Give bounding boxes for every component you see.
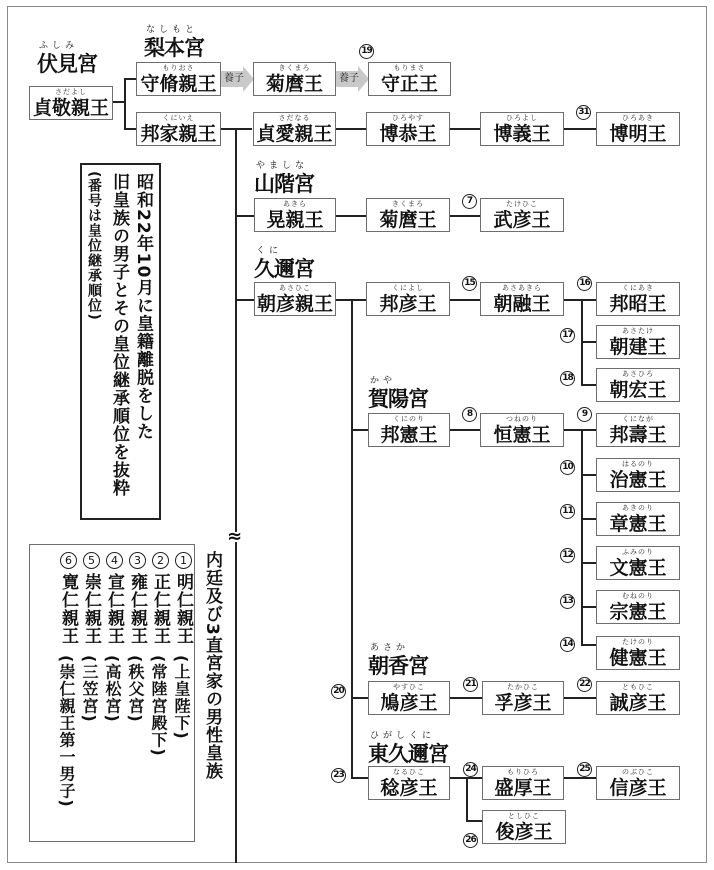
ruby: あさひろ (622, 370, 654, 378)
title-line-2: 旧皇族の男子とその皇位継承順位を抜粋 (109, 173, 129, 497)
person-munenori (596, 590, 680, 624)
house-nashimoto (144, 25, 204, 60)
person-kikumaro-nashimoto (253, 62, 336, 96)
person-asahiko (254, 282, 336, 316)
person-asatake (596, 325, 680, 359)
connector-line (235, 215, 254, 217)
connector-line (466, 777, 468, 821)
house-fushimi (37, 41, 97, 76)
person-name: 信彦王 (609, 777, 667, 799)
succession-number: 20 (331, 684, 346, 699)
connector-line (450, 429, 480, 431)
ruby: くになが (622, 415, 654, 423)
person-yasuhiko (368, 681, 450, 715)
ruby: さだなる (278, 114, 311, 122)
ruby: あきら (283, 200, 307, 208)
title-note-box (80, 163, 161, 520)
succession-number: 25 (577, 762, 592, 777)
house-name: 久邇宮 (254, 257, 314, 281)
connector-line (581, 341, 596, 343)
person-kuniaki (596, 282, 680, 316)
house-name: 梨本宮 (144, 36, 204, 60)
house-name: 山階宮 (254, 172, 314, 196)
ruby: きくまろ (278, 64, 311, 72)
person-name: 武彦王 (493, 209, 551, 231)
adoption-label: 養子 (339, 73, 359, 84)
succession-number: 8 (462, 407, 477, 422)
person-name: 邦彦王 (379, 293, 437, 315)
person-hiroyoshi (480, 112, 564, 146)
connector-line (336, 128, 366, 130)
ruby: としひこ (508, 812, 540, 820)
adoption-arrow (221, 66, 254, 92)
house-kaya (368, 376, 428, 411)
ruby: くにのり (393, 415, 425, 423)
house-higashikuni (368, 731, 448, 766)
house-kuni (254, 246, 314, 281)
connector-line (581, 384, 596, 386)
ruby: あさあきら (502, 284, 542, 292)
connector-line (235, 299, 254, 301)
person-akira (254, 198, 336, 232)
house-asaka (368, 643, 428, 678)
succession-number: 22 (577, 677, 592, 692)
succession-number: 21 (463, 677, 478, 692)
ruby: つねのり (506, 415, 538, 423)
person-hiroaki (596, 112, 680, 146)
succession-number: 14 (560, 637, 575, 652)
person-name: 朝融王 (493, 293, 551, 315)
person-name: 俊彦王 (495, 821, 553, 843)
ruby: たけのり (622, 638, 654, 646)
connector-line (564, 128, 596, 130)
break-mark: ≈ (227, 526, 243, 547)
succession-number: 31 (576, 105, 591, 120)
person-name: 鳩彦王 (380, 692, 438, 714)
person-kikumaro-yamashina (366, 198, 450, 232)
person-name: 邦壽王 (609, 424, 667, 446)
ruby: むねのり (622, 592, 654, 600)
person-name: 菊麿王 (265, 73, 323, 95)
connector-line (581, 474, 596, 476)
legend-item-name: 寛仁親王 (58, 573, 78, 645)
succession-number: 10 (560, 460, 575, 475)
connector-line (351, 697, 368, 699)
person-name: 章憲王 (609, 513, 667, 535)
person-fuminori (596, 546, 680, 580)
house-ruby: あさか (370, 643, 410, 653)
legend-item-note: (上皇陛下) (172, 655, 191, 740)
house-name: 朝香宮 (368, 654, 428, 678)
person-name: 治憲王 (609, 469, 667, 491)
succession-number: 7 (462, 194, 477, 209)
house-ruby: ふしみ (39, 41, 79, 51)
succession-number: 12 (560, 548, 575, 563)
person-name: 孚彦王 (494, 692, 552, 714)
person-name: 文憲王 (609, 557, 667, 579)
person-sadayoshi (29, 86, 113, 120)
ruby: ともひこ (622, 683, 654, 691)
ruby: はるのり (622, 460, 654, 468)
connector-line (450, 299, 480, 301)
person-name: 朝宏王 (609, 379, 667, 401)
ruby: あさたけ (622, 327, 654, 335)
legend-number: 3 (129, 552, 146, 569)
legend-heading: 内廷及び3直宮家の男性皇族 (202, 551, 222, 780)
connector-line (564, 299, 596, 301)
person-name: 守正王 (380, 73, 438, 95)
legend-number: 1 (175, 552, 192, 569)
ruby: もりひろ (507, 768, 539, 776)
connector-line (351, 429, 368, 431)
succession-number: 24 (463, 762, 478, 777)
connector-line (351, 777, 368, 779)
person-harunori (596, 458, 680, 492)
ruby: くによし (392, 284, 424, 292)
house-ruby: ひがしくに (370, 731, 436, 741)
person-akinori (596, 502, 680, 536)
person-name: 盛厚王 (494, 777, 552, 799)
trunk-line (351, 299, 353, 777)
connector-line (581, 606, 596, 608)
title-sub: (番号は皇位継承順位) (86, 171, 102, 321)
adoption-arrow (336, 66, 369, 92)
legend-number: 4 (106, 552, 123, 569)
legend-number: 2 (152, 552, 169, 569)
legend-item-name: 宣仁親王 (104, 573, 124, 645)
connector-line (581, 429, 583, 645)
connector-line (124, 78, 126, 130)
connector-line (581, 562, 596, 564)
succession-number: 19 (359, 44, 374, 59)
ruby: くにあき (622, 284, 654, 292)
legend-item-name: 明仁親王 (173, 573, 193, 645)
succession-number: 9 (577, 407, 592, 422)
house-yamashina (254, 161, 314, 196)
legend-item-note: (常陸宮殿下) (149, 655, 168, 757)
house-name: 東久邇宮 (368, 742, 448, 766)
person-name: 貞敬親王 (32, 97, 109, 119)
person-takahiko (482, 681, 564, 715)
house-ruby: かや (370, 376, 397, 386)
person-hiroyasu (366, 112, 450, 146)
legend-item-name: 正仁親王 (150, 573, 170, 645)
ruby: たかひこ (507, 683, 539, 691)
person-name: 貞愛親王 (256, 123, 333, 145)
connector-line (336, 215, 366, 217)
succession-number: 23 (331, 768, 346, 783)
person-name: 宗憲王 (609, 601, 667, 623)
connector-line (564, 777, 596, 779)
person-name: 恒憲王 (493, 424, 551, 446)
succession-number: 16 (577, 276, 592, 291)
ruby: きくまろ (392, 200, 424, 208)
house-ruby: やましな (256, 161, 309, 171)
title-line-1: 昭和22年10月に皇籍離脱をした (133, 173, 153, 441)
person-kuniie (136, 112, 221, 146)
succession-number: 18 (560, 371, 575, 386)
connector-line (581, 644, 596, 646)
ruby: のぶひこ (622, 768, 654, 776)
legend-item-note: (三笠宮) (80, 655, 99, 723)
person-nobuhiko (596, 766, 680, 800)
person-takehiko (480, 198, 564, 232)
person-tsunenori (480, 413, 564, 447)
connector-line (564, 697, 596, 699)
connector-line (450, 697, 482, 699)
trunk-line (235, 128, 237, 863)
person-name: 朝建王 (609, 336, 667, 358)
person-name: 博明王 (609, 123, 667, 145)
person-kuninaga (596, 413, 680, 447)
person-asaakira (480, 282, 564, 316)
person-name: 菊麿王 (379, 209, 437, 231)
succession-number: 11 (560, 504, 575, 519)
person-sadanaru (253, 112, 336, 146)
ruby: あきのり (622, 504, 654, 512)
connector-line (450, 215, 480, 217)
person-name: 邦家親王 (140, 123, 217, 145)
person-name: 稔彦王 (380, 777, 438, 799)
legend-box (29, 544, 222, 842)
legend-number: 6 (60, 552, 77, 569)
person-name: 邦憲王 (380, 424, 438, 446)
ruby: やすひこ (393, 683, 425, 691)
person-name: 晃親王 (266, 209, 324, 231)
ruby: さだよし (55, 88, 87, 96)
ruby: あさひこ (279, 284, 311, 292)
legend-number: 5 (83, 552, 100, 569)
ruby: ひろあき (622, 114, 654, 122)
ruby: なるひこ (393, 768, 425, 776)
house-ruby: なしもと (146, 25, 199, 35)
connector-line (564, 429, 596, 431)
ruby: くにいえ (162, 114, 195, 122)
ruby: ふみのり (622, 548, 654, 556)
person-asahiro (596, 368, 680, 402)
person-name: 健憲王 (609, 647, 667, 669)
person-name: 博恭王 (379, 123, 437, 145)
person-kuninori (368, 413, 450, 447)
succession-number: 15 (462, 276, 477, 291)
person-morimasa (368, 62, 451, 96)
connector-line (581, 518, 596, 520)
house-ruby: くに (256, 246, 283, 256)
legend-item-name: 崇仁親王 (81, 573, 101, 645)
succession-number: 13 (560, 594, 575, 609)
person-takenori (596, 636, 680, 670)
ruby: もりおさ (162, 64, 195, 72)
legend-item-note: (崇仁親王第一男子) (57, 655, 76, 808)
person-naruhiko (368, 766, 450, 800)
connector-line (466, 820, 482, 822)
person-name: 誠彦王 (609, 692, 667, 714)
legend-item-note: (高松宮) (103, 655, 122, 723)
person-name: 邦昭王 (609, 293, 667, 315)
person-name: 博義王 (493, 123, 551, 145)
adoption-label: 養子 (224, 73, 244, 84)
person-morihiro (482, 766, 564, 800)
person-toshihiko (482, 810, 566, 844)
house-name: 賀陽宮 (368, 387, 428, 411)
succession-number: 26 (463, 833, 478, 848)
ruby: ひろよし (506, 114, 538, 122)
person-name: 朝彦親王 (256, 293, 333, 315)
ruby: ひろやす (392, 114, 424, 122)
house-name: 伏見宮 (37, 52, 97, 76)
legend-item-note: (秩父宮) (126, 655, 145, 723)
person-tomohiko (596, 681, 680, 715)
legend-item-name: 雍仁親王 (127, 573, 147, 645)
ruby: もりまさ (393, 64, 426, 72)
person-moriosa (136, 62, 221, 96)
succession-number: 17 (560, 328, 575, 343)
person-kuniyoshi (366, 282, 450, 316)
person-name: 守脩親王 (140, 73, 217, 95)
connector-line (450, 128, 480, 130)
ruby: たけひこ (506, 200, 538, 208)
